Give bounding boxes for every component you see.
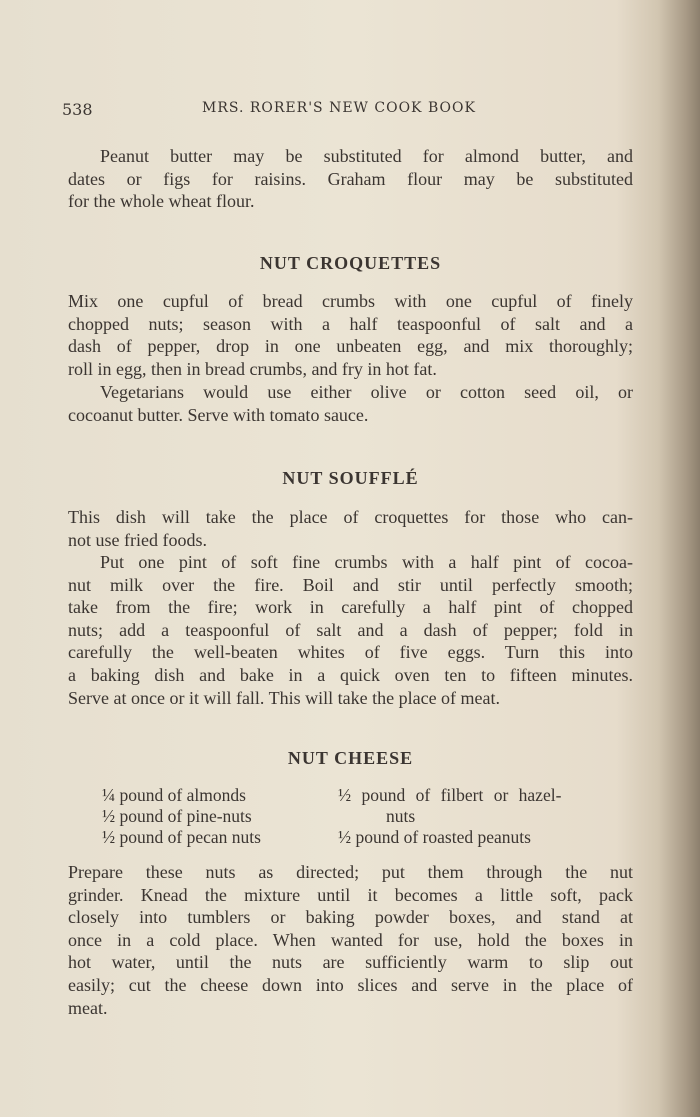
text-line: once in a cold place. When wanted for use, hold the boxes in — [68, 929, 633, 950]
text-line: chopped nuts; season with a half teaspoonful of salt and a — [68, 313, 633, 334]
text-line: Peanut butter may be substituted for almond butter, and — [100, 146, 633, 166]
text-line: hot water, until the nuts are sufficiently warm to slip out — [68, 952, 633, 973]
souffle-paragraph-1 — [68, 506, 633, 551]
text-line: grinder. Knead the mixture until it becomes a little soft, pack — [68, 884, 633, 905]
ingredient: ¼ pound of almonds — [102, 785, 246, 805]
text-line: Put one pint of soft fine crumbs with a half pint of cocoa- — [100, 552, 633, 572]
ingredient: ½ pound of roasted peanuts — [338, 827, 531, 847]
page-number: 538 — [62, 100, 93, 119]
croquettes-paragraph-2 — [68, 381, 633, 426]
heading-nut-cheese: NUT CHEESE — [287, 748, 414, 768]
running-header — [62, 100, 633, 122]
text-line: take from the fire; work in carefully a half pint of chopped — [68, 597, 633, 618]
text-line: a baking dish and bake in a quick oven ten to fifteen minutes. — [68, 664, 633, 685]
text-line: Mix one cupful of bread crumbs with one cupful of finely — [68, 291, 633, 311]
ingredient: ½ pound of pine-nuts — [102, 806, 252, 826]
text-line: Serve at once or it will fall. This will take the place of meat. — [68, 687, 501, 708]
text-line: dates or figs for raisins. Graham flour may be substituted — [68, 168, 633, 189]
text-line: Prepare these nuts as directed; put them through the nut — [68, 862, 633, 882]
text-line: not use fried foods. — [68, 529, 207, 550]
ingredients-right — [338, 785, 561, 848]
text-line: easily; cut the cheese down into slices and serve in the place of — [68, 974, 633, 995]
text-line: roll in egg, then in bread crumbs, and fry in hot fat. — [68, 358, 437, 379]
text-line: closely into tumblers or baking powder boxes, and stand at — [68, 907, 633, 928]
ingredient: ½ pound of pecan nuts — [102, 827, 261, 847]
ingredients-left — [102, 785, 261, 848]
text-line: meat. — [68, 997, 108, 1018]
cheese-paragraph — [68, 861, 633, 1019]
text-line: carefully the well-beaten whites of five eggs. Turn this into — [68, 642, 633, 663]
text-line: This dish will take the place of croquettes for those who can- — [68, 507, 633, 527]
text-line: nut milk over the fire. Boil and stir until perfectly smooth; — [68, 574, 633, 595]
text-line: nuts; add a teaspoonful of salt and a dash of pepper; fold in — [68, 619, 633, 640]
heading-nut-croquettes: NUT CROQUETTES — [259, 253, 442, 273]
text-line: Vegetarians would use either olive or cotton seed oil, or — [100, 382, 633, 402]
ingredient: nuts — [386, 806, 416, 826]
ingredient: ½ pound of filbert or hazel- — [338, 785, 562, 805]
heading-nut-souffle: NUT SOUFFLÉ — [282, 468, 419, 488]
croquettes-paragraph-1 — [68, 290, 633, 380]
text-line: cocoanut butter. Serve with tomato sauce. — [68, 404, 369, 425]
text-line: dash of pepper, drop in one unbeaten egg, and mix thoroughly; — [68, 336, 633, 357]
intro-paragraph — [68, 145, 633, 213]
souffle-paragraph-2 — [68, 551, 633, 709]
running-title: MRS. RORER'S NEW COOK BOOK — [202, 100, 476, 116]
text-line: for the whole wheat flour. — [68, 191, 255, 212]
